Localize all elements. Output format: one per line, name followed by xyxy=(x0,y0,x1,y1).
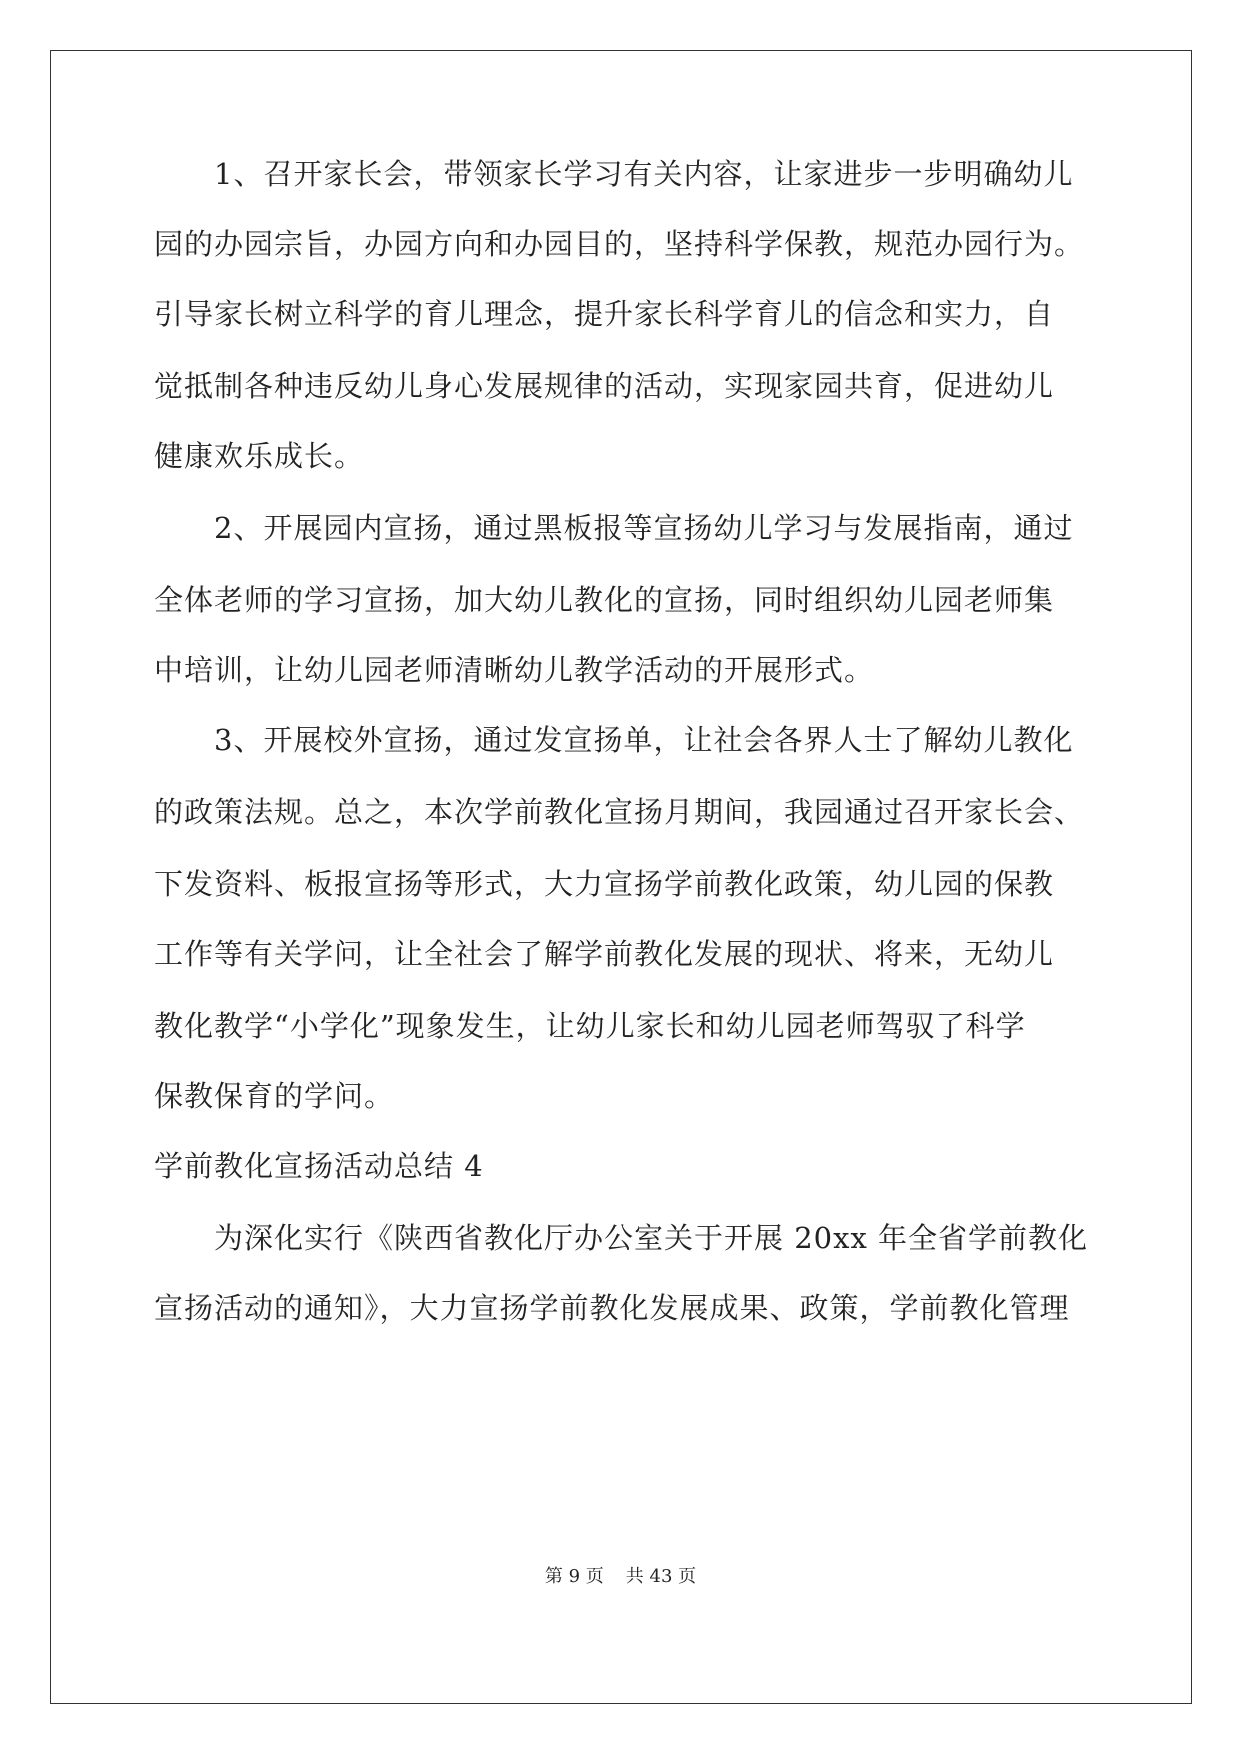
paragraph-line: 3、开展校外宣扬，通过发宣扬单，让社会各界人士了解幼儿教化 xyxy=(154,723,1074,757)
section-heading: 学前教化宣扬活动总结 4 xyxy=(154,1149,484,1183)
paragraph-line: 2、开展园内宣扬，通过黑板报等宣扬幼儿学习与发展指南，通过 xyxy=(154,511,1074,545)
paragraph-line: 健康欢乐成长。 xyxy=(154,439,365,473)
paragraph-line: 觉抵制各种违反幼儿身心发展规律的活动，实现家园共育，促进幼儿 xyxy=(154,369,1055,403)
paragraph-line: 全体老师的学习宣扬，加大幼儿教化的宣扬，同时组织幼儿园老师集 xyxy=(154,583,1055,617)
paragraph-line: 园的办园宗旨，办园方向和办园目的，坚持科学保教，规范办园行为。 xyxy=(154,227,1085,261)
page-footer xyxy=(0,1565,1241,1589)
page-total: 共 43 页 xyxy=(625,1566,697,1587)
paragraph-line: 宣扬活动的通知》，大力宣扬学前教化发展成果、政策，学前教化管理 xyxy=(154,1291,1070,1325)
paragraph-line: 1、召开家长会，带领家长学习有关内容，让家进步一步明确幼儿 xyxy=(154,157,1074,191)
paragraph-line: 引导家长树立科学的育儿理念，提升家长科学育儿的信念和实力，自 xyxy=(154,297,1055,331)
paragraph-line: 的政策法规。总之，本次学前教化宣扬月期间，我园通过召开家长会、 xyxy=(154,795,1085,829)
paragraph-line: 中培训，让幼儿园老师清晰幼儿教学活动的开展形式。 xyxy=(154,653,875,687)
paragraph-line: 为深化实行《陕西省教化厅办公室关于开展 20xx 年全省学前教化 xyxy=(154,1221,1089,1255)
page-number: 第 9 页 xyxy=(544,1566,604,1587)
paragraph-line: 教化教学“小学化”现象发生，让幼儿家长和幼儿园老师驾驭了科学 xyxy=(154,1009,1026,1043)
paragraph-line: 保教保育的学问。 xyxy=(154,1079,395,1113)
paragraph-line: 工作等有关学问，让全社会了解学前教化发展的现状、将来，无幼儿 xyxy=(154,937,1055,971)
paragraph-line: 下发资料、板报宣扬等形式，大力宣扬学前教化政策，幼儿园的保教 xyxy=(154,867,1055,901)
